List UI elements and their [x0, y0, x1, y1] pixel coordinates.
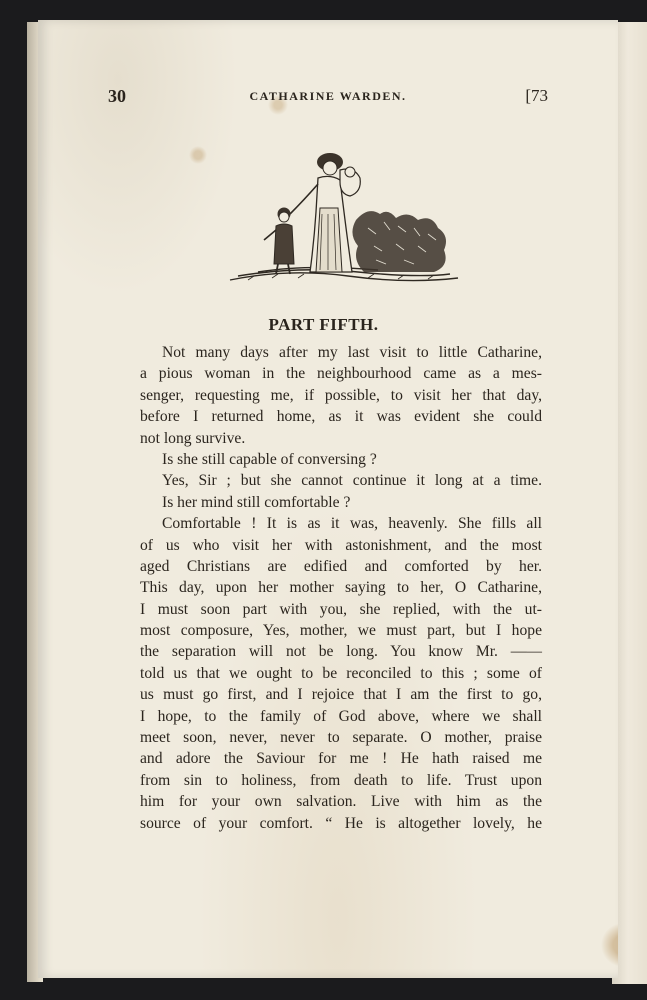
text-line: source of your comfort. “ He is altogether lovely, he [140, 814, 542, 832]
text-line: Is her mind still comfortable ? [162, 493, 351, 511]
text-line: aged Christians are edified and comforted by her. [140, 557, 542, 575]
text-line: most composure, Yes, mother, we must part, but I hope [140, 622, 542, 640]
running-head: CATHARINE WARDEN. [249, 89, 407, 103]
page-header [108, 86, 548, 108]
text-line: him for your own salvation. Live with him as the [140, 793, 542, 811]
text-line: Is she still capable of conversing ? [162, 450, 377, 468]
signature-mark: [73 [525, 86, 548, 105]
text-line: Comfortable ! It is as it was, heavenly. She fills all [162, 515, 542, 533]
page-number: 30 [108, 86, 126, 106]
text-line: not long survive. [140, 429, 246, 447]
text-line: a pious woman in the neighbourhood came as a mes- [140, 365, 542, 383]
text-line: before I returned home, as it was evident she could [140, 408, 542, 426]
text-line: told us that we ought to be reconciled to this ; some of [140, 664, 542, 682]
woodcut-illustration [228, 148, 460, 292]
text-line: senger, requesting me, if possible, to visit her that day, [140, 386, 542, 404]
text-line: meet soon, never, never to separate. O mother, praise [140, 729, 542, 747]
text-line: I hope, to the family of God above, where we shall [140, 707, 542, 725]
text-line: us must go first, and I rejoice that I am the first to go, [140, 686, 542, 704]
text-line: from sin to holiness, from death to life. Trust upon [140, 771, 542, 789]
text-line: Not many days after my last visit to little Catharine, [162, 344, 542, 361]
body-text [140, 342, 542, 834]
text-line: and adore the Saviour for me ! He hath raised me [140, 750, 542, 768]
text-line: Yes, Sir ; but she cannot continue it long at a time. [162, 472, 542, 490]
text-line: I must soon part with you, she replied, with the ut- [140, 600, 542, 618]
text-line: This day, upon her mother saying to her, O Catharine, [140, 579, 542, 597]
part-title: PART FIFTH. [268, 315, 379, 334]
text-line: the separation will not be long. You know Mr. —— [140, 643, 542, 661]
text-line: of us who visit her with astonishment, and the most [140, 536, 542, 554]
